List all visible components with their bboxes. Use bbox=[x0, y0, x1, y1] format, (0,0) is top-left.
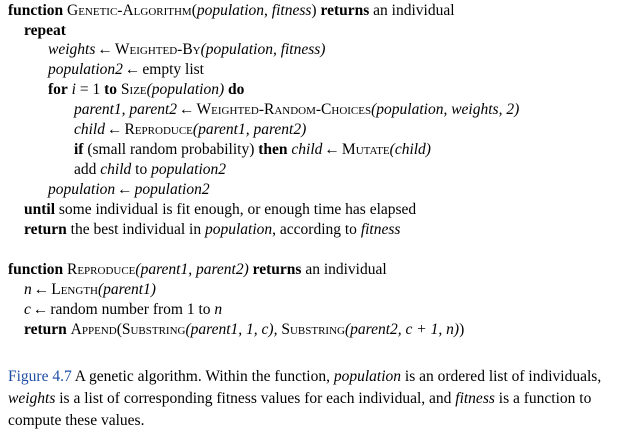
until-rest: some individual is fit enough, or enough time has elapsed bbox=[55, 201, 417, 218]
args: (parent1) bbox=[98, 281, 156, 298]
line-until bbox=[24, 200, 416, 220]
func-weighted-random-choices: Weighted-Random-Choices bbox=[196, 101, 372, 118]
caption-text-1: A genetic algorithm. Within the function, bbox=[71, 368, 334, 385]
var-fitness: fitness bbox=[360, 221, 401, 238]
paren-close: ) bbox=[311, 2, 317, 19]
keyword-returns: returns bbox=[252, 261, 302, 278]
var-child: child bbox=[100, 161, 132, 178]
assign-arrow: ← bbox=[33, 281, 50, 298]
param-population: population bbox=[196, 2, 265, 19]
figure-label: Figure 4.7 bbox=[8, 368, 72, 385]
function-name: Reproduce bbox=[67, 261, 136, 278]
comma: , bbox=[264, 2, 272, 19]
keyword-to: to bbox=[104, 81, 118, 98]
assign-arrow: ← bbox=[124, 61, 141, 78]
line-if bbox=[74, 140, 431, 160]
var-n: n bbox=[214, 301, 223, 318]
var-population2: population2 bbox=[151, 161, 226, 178]
keyword-repeat: repeat bbox=[24, 22, 66, 39]
line-n bbox=[24, 280, 156, 300]
line-population2 bbox=[48, 60, 204, 80]
line-return-best bbox=[24, 220, 400, 240]
assign-arrow: ← bbox=[117, 181, 133, 198]
add-mid: to bbox=[131, 161, 152, 178]
args-2: (parent2, c + 1, n) bbox=[345, 321, 460, 338]
keyword-function: function bbox=[8, 261, 64, 278]
var-population2: population2 bbox=[48, 61, 123, 78]
args: (population) bbox=[146, 81, 225, 98]
reproduce-header bbox=[8, 260, 387, 280]
args: (parent1, parent2) bbox=[192, 121, 307, 138]
func-substring-1: Substring bbox=[121, 321, 186, 338]
var-population: population bbox=[204, 221, 273, 238]
function-name: Genetic-Algorithm bbox=[67, 2, 192, 19]
var-population2: population2 bbox=[134, 181, 210, 198]
keyword-do: do bbox=[228, 81, 245, 98]
assign-arrow: ← bbox=[107, 121, 123, 138]
keyword-function: function bbox=[8, 2, 64, 19]
assign-arrow: ← bbox=[32, 301, 49, 318]
var-i: i bbox=[71, 81, 76, 98]
func-reproduce: Reproduce bbox=[124, 121, 193, 138]
line-return-append bbox=[24, 320, 464, 340]
caption-var-population: population bbox=[333, 368, 402, 385]
func-mutate: Mutate bbox=[341, 141, 390, 158]
var-child: child bbox=[74, 121, 105, 138]
func-size: Size bbox=[120, 81, 147, 98]
empty-list: empty list bbox=[142, 61, 204, 78]
args: (child) bbox=[389, 141, 431, 158]
caption-var-fitness: fitness bbox=[455, 390, 495, 407]
keyword-return: return bbox=[24, 321, 67, 338]
eq: = 1 bbox=[75, 81, 105, 98]
args-1: (parent1, 1, c), bbox=[185, 321, 282, 338]
var-weights: weights bbox=[48, 41, 96, 58]
func-weighted-by: Weighted-By bbox=[114, 41, 201, 58]
var-population: population bbox=[48, 181, 116, 198]
add-pre: add bbox=[74, 161, 101, 178]
keyword-if: if bbox=[74, 141, 84, 158]
return-mid: , according to bbox=[272, 221, 361, 238]
line-for bbox=[48, 80, 244, 100]
keyword-until: until bbox=[24, 201, 56, 218]
var-n: n bbox=[24, 281, 32, 298]
caption-text-4: is a function to compute these values. bbox=[8, 390, 592, 429]
var-child: child bbox=[291, 141, 323, 158]
paren-open: ( bbox=[116, 321, 122, 338]
line-weights bbox=[48, 40, 325, 60]
header-rest: an individual bbox=[301, 261, 387, 278]
keyword-for: for bbox=[48, 81, 68, 98]
return-pre: the best individual in bbox=[66, 221, 205, 238]
line-c bbox=[24, 300, 222, 320]
param-fitness: fitness bbox=[271, 2, 312, 19]
genetic-algorithm-header bbox=[8, 1, 455, 21]
assign-arrow: ← bbox=[324, 141, 340, 158]
func-substring-2: Substring bbox=[281, 321, 345, 338]
line-child bbox=[74, 120, 306, 140]
keyword-then: then bbox=[258, 141, 288, 158]
assign-arrow: ← bbox=[179, 101, 195, 118]
caption-text-2: is an ordered list of individuals, bbox=[401, 368, 602, 385]
func-length: Length bbox=[51, 281, 98, 298]
header-rest: an individual bbox=[369, 2, 455, 19]
args: (population, fitness) bbox=[200, 41, 326, 58]
func-append: Append bbox=[70, 321, 117, 338]
condition: (small random probability) bbox=[83, 141, 259, 158]
paren-open: ( bbox=[191, 2, 197, 19]
args: (parent1, parent2) bbox=[135, 261, 249, 278]
paren-close: ) bbox=[459, 321, 465, 338]
caption-text-3: is a list of corresponding fitness values for each individual, and bbox=[55, 390, 456, 407]
vars-parents: parent1, parent2 bbox=[74, 101, 178, 118]
line-assign-population bbox=[48, 180, 210, 200]
line-parents bbox=[74, 100, 519, 120]
keyword-return: return bbox=[24, 221, 67, 238]
var-c: c bbox=[24, 301, 31, 318]
line-add bbox=[74, 160, 226, 180]
c-pre: random number from 1 to bbox=[50, 301, 215, 318]
caption-var-weights: weights bbox=[8, 390, 56, 407]
assign-arrow: ← bbox=[97, 41, 113, 58]
args: (population, weights, 2) bbox=[371, 101, 520, 118]
figure-caption bbox=[8, 366, 620, 432]
keyword-returns: returns bbox=[320, 2, 370, 19]
